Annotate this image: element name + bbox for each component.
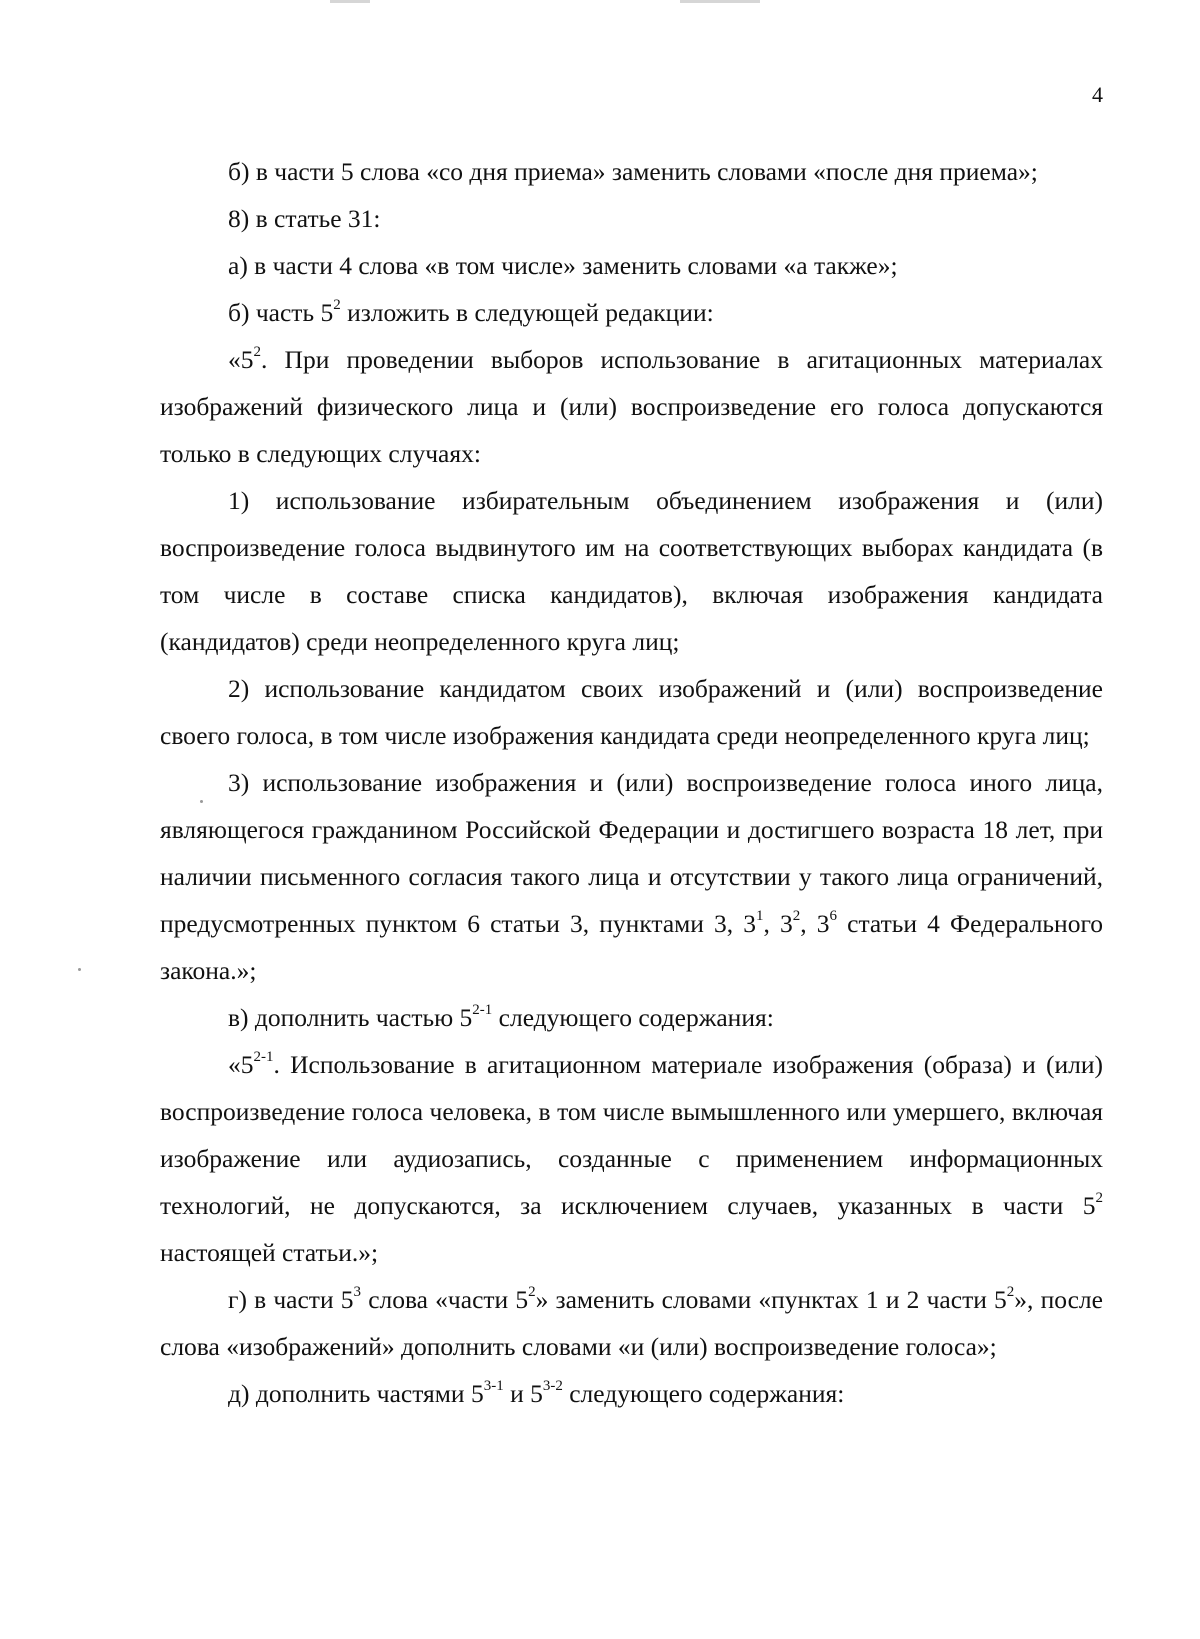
paragraph-d-parts5-3-1-5-3-2: д) дополнить частями 5$^{3-1}$ и 5$^{3-2}$ следующего содержания: xyxy=(228,1377,845,1408)
paragraph-5-2-text: «$5^2$. При проведении выборов использование в агитационных материалах изображений физического лица и (или) воспроизведение его голоса допускаются только в следующих случаях: xyxy=(160,343,1103,468)
paragraph-case-3: 3) использование изображения и (или) воспроизведение голоса иного лица, являющегося гражданином Российской Федерации и достигшего возраста 18 лет, при наличии письменного согласия такого лица и отсутствии у такого лица ограничений, предусмотренных пунктом 6 статьи 3, пунктами 3, $3^1$, $3^2$, $3^6$ статьи 4 Федерального закона.»; xyxy=(160,768,1104,985)
paragraph-case-2: 2) использование кандидатом своих изображений и (или) воспроизведение своего голоса, в том числе изображения кандидата среди неопределенного круга лиц; xyxy=(160,674,1103,750)
paragraph-case-1: 1) использование избирательным объединением изображения и (или) воспроизведение голоса выдвинутого им на соответствующих выборах кандидата (в том числе в составе списка кандидатов), включая изображения кандидата (кандидатов) среди неопределенного круга лиц; xyxy=(160,486,1103,656)
paragraph-6b-part5: б) в части 5 слова «со дня приема» заменить словами «после дня приема»; xyxy=(228,157,1038,186)
page-number: 4 xyxy=(1092,82,1103,107)
scan-artifact xyxy=(330,0,370,3)
scan-speck xyxy=(78,968,81,971)
paragraph-5-2-1-text: «5$^{2-1}$. Использование в агитационном материале изображения (образа) и (или) воспроизведение голоса человека, в том числе вымышленного или умершего, включая изображение или аудиозапись, созданные с применением информационных технологий, не допускаются, за исключением случаев, указанных в части $5^2$ настоящей статьи.»; xyxy=(160,1048,1103,1267)
paragraph-a-part4: а) в части 4 слова «в том числе» заменить словами «а также»; xyxy=(228,251,898,280)
paragraph-article-31: 8) в статье 31: xyxy=(228,204,381,233)
paragraph-v-part5-2-1: в) дополнить частью 5$^{2-1}$ следующего содержания: xyxy=(228,1001,774,1032)
scan-artifact xyxy=(680,0,760,3)
scan-speck xyxy=(200,800,203,803)
document-body xyxy=(160,148,1103,1417)
paragraph-g-part5-3: г) в части $5^3$ слова «части $5^2$» заменить словами «пунктах 1 и 2 части $5^2$», после слова «изображений» дополнить словами «и (или) воспроизведение голоса»; xyxy=(160,1283,1103,1361)
paragraph-b-part5-2: б) часть $5^2$ изложить в следующей редакции: xyxy=(228,296,714,327)
